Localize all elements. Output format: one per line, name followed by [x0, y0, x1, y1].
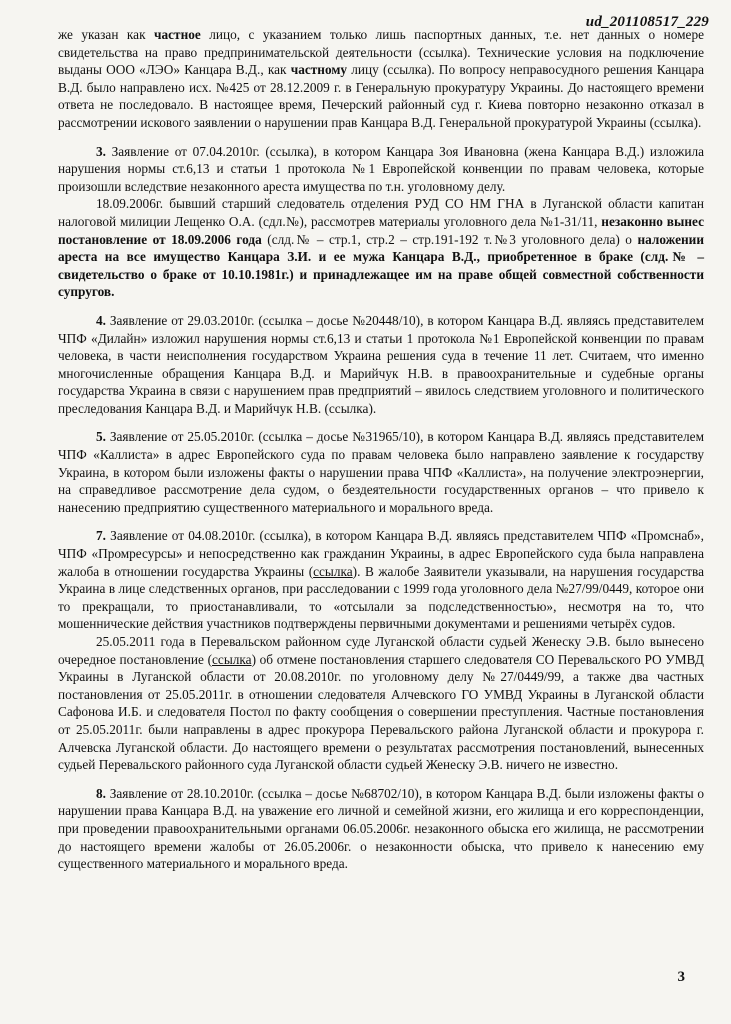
bold-text: 8. [96, 785, 106, 801]
document-id-stamp: ud_201108517_229 [585, 14, 709, 30]
text-segment: ) об отмене постановления старшего следователя СО Перевальского РО УМВД Украины в Луганской области от 20.08.2010г. по уголовному делу №27/0449/99, а также два частных постановления от 25.05.2011г. в отношении следователя Алчевского ГО УМВД Украины в Луганской области Сафонова И.Б. и следователя Постол по факту сообщения о совершении преступления. Частные постановления от 25.05.2011г. были направлены в адрес прокурора Перевальского района Луганской области и прокурора г. Алчевска Луганской области. До настоящего времени о результатах рассмотрения постановлений, вынесенных судьей Перевальского районного суда Луганской области судьей Женеску Э.В. ничего не известно. [58, 651, 704, 773]
numbered-paragraph [58, 428, 704, 516]
text-segment: Заявление от 25.05.2010г. (ссылка – досье №31965/10), в котором Канцара В.Д. являясь представителем ЧПФ «Каллиста» в адрес Европейского суда по правам человека было направлено заявление к государству Украина, в котором были изложены факты о нарушении права ЧПФ «Каллиста», на получение электроэнергии, на справедливое рассмотрение дела судом, о бездеятельности государственных органов – что привело к нанесению предприятию существенного материального и морального вреда. [58, 429, 704, 515]
text-segment: лицу (ссылка). По вопросу неправосудного решения Канцара В.Д. было направлено исх. №425 от 28.12.2009 г. в Генеральную прокуратуру Украины. До настоящего времени ответа не последовало. В настоящее время, Печерский районный суд г. Киева повторно незаконно отказал в рассмотрении искового заявлении о нарушении прав Канцара В.Д. Генеральной прокуратурой Украины (ссылка). [58, 62, 704, 130]
numbered-paragraph [58, 785, 704, 873]
numbered-paragraph [58, 143, 704, 196]
reference-link[interactable]: ссылка [212, 651, 252, 667]
text-segment: 25.05.2011 года в Перевальском районном суде Луганской области судьей Женеску Э.В. было вынесено очередное постановление ( [58, 634, 704, 667]
bold-text: наложении ареста на все имущество Канцара З.И. и ее мужа Канцара В.Д., приобретенное в браке (слд.№ – свидетельство о браке от 10.10.1981г.) и принадлежащее им на праве общей совместной собственности супругов. [58, 231, 704, 300]
bold-text: 5. [96, 429, 106, 445]
paragraph [58, 195, 704, 301]
paragraph [58, 26, 704, 132]
bold-text: незаконно вынес постановление от 18.09.2006 года [58, 213, 704, 247]
text-segment: ). В жалобе Заявители указывали, на нарушения государства Украина в лице следственных органов, при расследовании с 1999 года уголовного дела №27/99/0449, которое они то прекращали, то приостанавливали, то «отсылали за подследственностью», несмотря на то, что мошеннические действия участников подтверждены первичными документами и решениями четырёх судов. [58, 563, 704, 632]
text-segment: (слд.№ – стр.1, стр.2 – стр.191-192 т.№3 уголовного дела) о [261, 231, 638, 247]
text-segment: Заявление от 07.04.2010г. (ссылка), в котором Канцара Зоя Ивановна (жена Канцара В.Д.) изложила нарушения нормы ст.6,13 и статьи 1 протокола №1 Европейской конвенции по правам человека, которые произошли вследствие незаконного ареста имущества по т.н. уголовному делу. [58, 143, 704, 194]
text-segment: Заявление от 04.08.2010г. (ссылка), в котором Канцара В.Д. являясь представителем ЧПФ «Промснаб», ЧПФ «Промресурсы» и непосредственно как гражданин Украины, в адрес Европейского суда была направлена жалоба в отношении государства Украины ( [58, 528, 704, 579]
bold-text: частному [290, 62, 348, 78]
text-segment: 18.09.2006г. бывший старший следователь отделения РУД СО НМ ГНА в Луганской области капитан налоговой милиции Лещенко О.А. (сдл.№), рассмотрев материалы уголовного дела №1-31/11, [58, 196, 704, 229]
bold-text: частное [154, 27, 201, 42]
bold-text: 7. [96, 528, 106, 544]
page-number: 3 [677, 969, 685, 985]
document-body [58, 26, 704, 873]
text-segment: же указан как [58, 27, 154, 42]
text-segment: Заявление от 29.03.2010г. (ссылка – досье №20448/10), в котором Канцара В.Д. являясь представителем ЧПФ «Дилайн» изложил нарушения нормы ст.6,13 и статьи 1 протокола №1 Европейской конвенции по правам человека, в части неисполнения государством Украина решения суда в течение 11 лет. Считаем, что именно многочисленные обращения Канцара В.Д. и Марийчук Н.В. в правоохранительные и судебные органы государства Украина в связи с нарушением прав предприятий – явилось следствием уголовного и политического преследования Канцара В.Д. и Марийчук Н.В. (ссылка). [58, 312, 704, 416]
bold-text: 4. [96, 312, 106, 328]
text-segment: лицо, с указанием только лишь паспортных данных, т.е. нет данных о номере свидетельства на право предпринимательской деятельности (ссылка). Технические условия на подключение выданы ООО «ЛЭО» Канцара В.Д., как [58, 27, 705, 78]
paragraph [58, 633, 704, 774]
bold-text: 3. [96, 143, 106, 159]
reference-link[interactable]: ссылка [313, 563, 353, 579]
numbered-paragraph [58, 312, 704, 418]
text-segment: Заявление от 28.10.2010г. (ссылка – досье №68702/10), в котором Канцара В.Д. были изложены факты о нарушении права Канцара В.Д. на уважение его личной и семейной жизни, его жилища и его корреспонденции, при проведении правоохранительными органами 06.05.2006г. незаконного обыска его жилища, не рассмотрении до настоящего времени жалобы от 26.05.2006г. о незаконности обыска, что привело к нанесению ему существенного материального и морального вреда. [58, 785, 704, 872]
numbered-paragraph [58, 527, 704, 633]
